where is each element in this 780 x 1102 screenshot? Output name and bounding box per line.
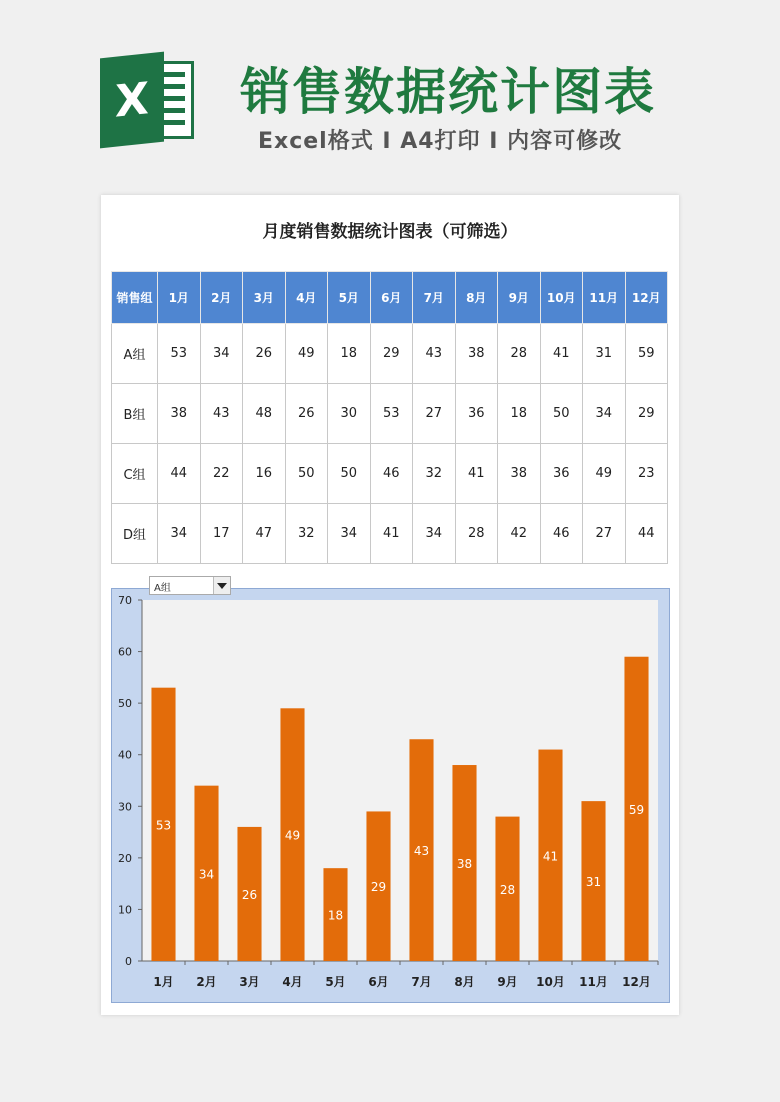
table-header-row <box>112 272 668 324</box>
group-filter-value: A组 <box>154 583 171 594</box>
bar-value-label: 53 <box>155 818 172 833</box>
x-tick-label: 8月 <box>454 975 475 989</box>
value-cell[interactable]: 34 <box>200 324 243 384</box>
y-tick-label: 30 <box>118 800 132 814</box>
value-cell[interactable]: 26 <box>285 384 328 444</box>
page-subtitle: Excel格式 I A4打印 I 内容可修改 <box>258 129 623 154</box>
y-tick-label: 50 <box>118 697 132 711</box>
value-cell[interactable]: 47 <box>243 504 286 564</box>
value-cell[interactable]: 50 <box>328 444 371 504</box>
value-cell[interactable]: 46 <box>370 444 413 504</box>
header-cell: 6月 <box>370 272 413 324</box>
excel-icon-badge: X <box>100 52 164 149</box>
excel-icon <box>100 55 198 145</box>
value-cell[interactable]: 43 <box>200 384 243 444</box>
group-cell[interactable]: D组 <box>112 504 158 564</box>
sales-table <box>111 271 668 564</box>
value-cell[interactable]: 36 <box>540 444 583 504</box>
value-cell[interactable]: 49 <box>285 324 328 384</box>
value-cell[interactable]: 53 <box>370 384 413 444</box>
page-title: 销售数据统计图表 <box>240 63 656 121</box>
bar-value-label: 29 <box>370 880 387 895</box>
spreadsheet-page <box>101 195 679 1015</box>
group-cell[interactable]: B组 <box>112 384 158 444</box>
bar-chart-svg <box>111 588 670 1003</box>
value-cell[interactable]: 32 <box>413 444 456 504</box>
value-cell[interactable]: 34 <box>413 504 456 564</box>
bar-value-label: 18 <box>327 908 344 923</box>
group-filter-select[interactable] <box>149 576 231 595</box>
value-cell[interactable]: 32 <box>285 504 328 564</box>
group-cell[interactable]: C组 <box>112 444 158 504</box>
value-cell[interactable]: 38 <box>455 324 498 384</box>
value-cell[interactable]: 43 <box>413 324 456 384</box>
header-cell: 销售组 <box>112 272 158 324</box>
x-tick-label: 12月 <box>622 975 651 989</box>
value-cell[interactable]: 41 <box>370 504 413 564</box>
value-cell[interactable]: 41 <box>455 444 498 504</box>
page-header <box>0 0 780 190</box>
header-cell: 11月 <box>583 272 626 324</box>
bar-value-label: 41 <box>542 849 559 864</box>
value-cell[interactable]: 42 <box>498 504 541 564</box>
value-cell[interactable]: 28 <box>455 504 498 564</box>
bar-value-label: 59 <box>628 802 645 817</box>
value-cell[interactable]: 46 <box>540 504 583 564</box>
x-tick-label: 11月 <box>579 975 608 989</box>
table-row <box>112 504 668 564</box>
header-cell: 1月 <box>158 272 201 324</box>
y-tick-label: 40 <box>118 748 132 762</box>
value-cell[interactable]: 44 <box>625 504 668 564</box>
header-cell: 3月 <box>243 272 286 324</box>
header-cell: 10月 <box>540 272 583 324</box>
bar-value-label: 49 <box>284 828 301 843</box>
table-row <box>112 324 668 384</box>
header-cell: 2月 <box>200 272 243 324</box>
value-cell[interactable]: 28 <box>498 324 541 384</box>
plot-area <box>142 600 658 961</box>
x-tick-label: 9月 <box>497 975 518 989</box>
value-cell[interactable]: 36 <box>455 384 498 444</box>
x-tick-label: 6月 <box>368 975 389 989</box>
bar-value-label: 34 <box>198 867 215 882</box>
value-cell[interactable]: 53 <box>158 324 201 384</box>
table-row <box>112 384 668 444</box>
value-cell[interactable]: 27 <box>413 384 456 444</box>
x-tick-label: 5月 <box>325 975 346 989</box>
value-cell[interactable]: 22 <box>200 444 243 504</box>
x-tick-label: 4月 <box>282 975 303 989</box>
header-cell: 9月 <box>498 272 541 324</box>
sheet-title: 月度销售数据统计图表（可筛选） <box>262 222 518 242</box>
y-tick-label: 20 <box>118 851 132 865</box>
table-row <box>112 444 668 504</box>
value-cell[interactable]: 34 <box>328 504 371 564</box>
group-cell[interactable]: A组 <box>112 324 158 384</box>
value-cell[interactable]: 59 <box>625 324 668 384</box>
x-tick-label: 2月 <box>196 975 217 989</box>
y-tick-label: 0 <box>125 955 132 968</box>
y-tick-label: 60 <box>118 645 132 659</box>
value-cell[interactable]: 18 <box>498 384 541 444</box>
value-cell[interactable]: 27 <box>583 504 626 564</box>
x-tick-label: 10月 <box>536 975 565 989</box>
x-tick-label: 1月 <box>153 975 174 989</box>
value-cell[interactable]: 50 <box>540 384 583 444</box>
value-cell[interactable]: 44 <box>158 444 201 504</box>
value-cell[interactable]: 18 <box>328 324 371 384</box>
value-cell[interactable]: 41 <box>540 324 583 384</box>
value-cell[interactable]: 29 <box>370 324 413 384</box>
value-cell[interactable]: 26 <box>243 324 286 384</box>
value-cell[interactable]: 38 <box>158 384 201 444</box>
bar-value-label: 38 <box>456 857 473 872</box>
bar-value-label: 26 <box>241 887 258 902</box>
y-tick-label: 70 <box>118 594 132 607</box>
value-cell[interactable]: 17 <box>200 504 243 564</box>
value-cell[interactable]: 23 <box>625 444 668 504</box>
value-cell[interactable]: 48 <box>243 384 286 444</box>
header-cell: 4月 <box>285 272 328 324</box>
header-cell: 7月 <box>413 272 456 324</box>
header-cell: 5月 <box>328 272 371 324</box>
bar-value-label: 28 <box>499 882 516 897</box>
value-cell[interactable]: 38 <box>498 444 541 504</box>
bar-value-label: 43 <box>413 844 430 859</box>
value-cell[interactable]: 31 <box>583 324 626 384</box>
value-cell[interactable]: 34 <box>583 384 626 444</box>
y-tick-label: 10 <box>118 903 132 917</box>
value-cell[interactable]: 50 <box>285 444 328 504</box>
value-cell[interactable]: 30 <box>328 384 371 444</box>
value-cell[interactable]: 29 <box>625 384 668 444</box>
x-tick-label: 3月 <box>239 975 260 989</box>
chevron-down-icon[interactable] <box>213 577 230 594</box>
value-cell[interactable]: 34 <box>158 504 201 564</box>
bar-chart <box>111 588 670 1003</box>
value-cell[interactable]: 49 <box>583 444 626 504</box>
x-tick-label: 7月 <box>411 975 432 989</box>
value-cell[interactable]: 16 <box>243 444 286 504</box>
header-cell: 12月 <box>625 272 668 324</box>
header-cell: 8月 <box>455 272 498 324</box>
bar-value-label: 31 <box>585 875 602 890</box>
